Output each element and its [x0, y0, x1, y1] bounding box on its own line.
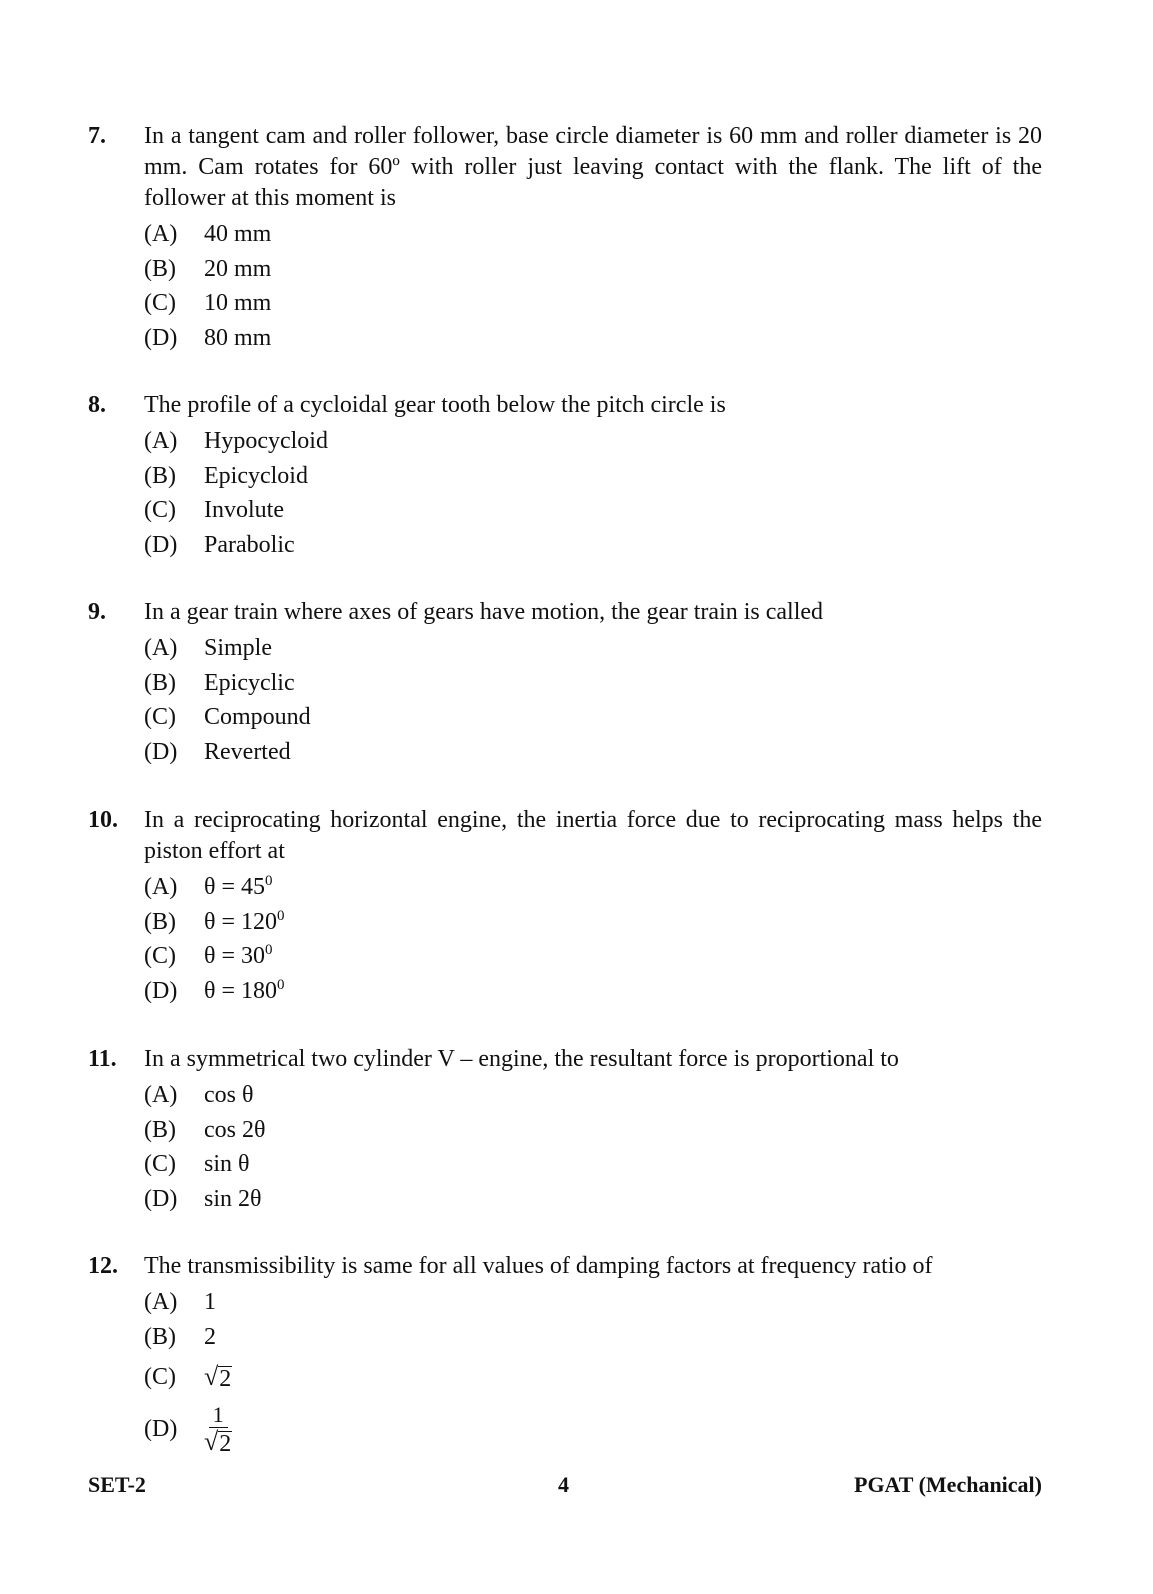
degree-superscript: 0: [265, 942, 273, 959]
question-number: 11.: [88, 1046, 117, 1072]
option-label: (C): [144, 704, 176, 731]
option-label: (D): [144, 531, 178, 558]
degree-superscript: 0: [265, 873, 273, 889]
question-text: In a symmetrical two cylinder V – engine, the resultant force is proportional to: [144, 1046, 899, 1072]
question-10: [88, 805, 1042, 1008]
option-label: (A): [144, 635, 178, 661]
option-text: 2: [204, 1323, 216, 1350]
square-root-expression: [204, 1363, 232, 1391]
option-b: [144, 1320, 1042, 1355]
option-label: (D): [144, 324, 178, 351]
degree-superscript: 0: [277, 907, 285, 924]
angle-value: θ = 180: [204, 977, 278, 1004]
footer-set-label: SET-2: [88, 1472, 146, 1497]
option-label: (B): [144, 462, 176, 489]
option-a: [144, 1285, 1042, 1320]
option-text: 1: [204, 1289, 216, 1315]
question-text: The transmissibility is same for all values of damping factors at frequency ratio of: [144, 1253, 933, 1279]
option-a: [144, 424, 1042, 459]
option-label: (A): [144, 221, 178, 247]
option-text: [204, 974, 285, 1009]
footer-exam-title: PGAT (Mechanical): [854, 1472, 1042, 1497]
footer-page-number: 4: [558, 1472, 569, 1497]
options-list: [144, 870, 1042, 1008]
option-c: [144, 286, 1042, 321]
radicand: 2: [219, 1431, 232, 1458]
option-text: Involute: [204, 497, 284, 524]
option-label: (D): [144, 977, 178, 1004]
fraction-expression: [204, 1403, 232, 1456]
option-text: 40 mm: [204, 221, 272, 247]
option-b: [144, 252, 1042, 287]
radical-sign: √: [204, 1362, 219, 1392]
question-number: 12.: [88, 1253, 118, 1279]
option-b: [144, 1113, 1042, 1148]
option-text: Epicycloid: [204, 462, 308, 489]
option-label: (B): [144, 1116, 176, 1143]
option-a: [144, 1078, 1042, 1113]
radical-sign: √: [204, 1427, 219, 1457]
option-text: Epicyclic: [204, 669, 295, 696]
question-text: The profile of a cycloidal gear tooth below the pitch circle is: [144, 392, 726, 418]
option-label: (C): [144, 290, 176, 317]
option-label: (D): [144, 1416, 178, 1443]
option-text: sin θ: [204, 1151, 250, 1178]
option-label: (A): [144, 1289, 178, 1315]
question-number: 10.: [88, 807, 118, 833]
option-text: 20 mm: [204, 255, 272, 282]
options-list: [144, 424, 1042, 562]
option-label: (C): [144, 943, 176, 970]
option-label: (A): [144, 874, 178, 900]
option-d: [144, 528, 1042, 563]
question-text: In a gear train where axes of gears have motion, the gear train is called: [144, 599, 824, 625]
denominator: [204, 1428, 232, 1456]
option-text: Hypocycloid: [204, 428, 328, 454]
question-7: [88, 121, 1042, 355]
question-number: 7.: [88, 123, 106, 149]
option-d: [144, 321, 1042, 356]
option-a: [144, 217, 1042, 252]
option-label: (B): [144, 255, 176, 282]
question-11: [88, 1044, 1042, 1216]
question-number: 9.: [88, 599, 106, 625]
option-label: (C): [144, 1364, 176, 1391]
numerator: 1: [209, 1403, 228, 1428]
angle-value: θ = 120: [204, 908, 278, 935]
option-c: [144, 1360, 1042, 1395]
option-b: [144, 905, 1042, 940]
option-text: [204, 870, 273, 905]
option-a: [144, 631, 1042, 666]
option-text: cos θ: [204, 1082, 254, 1108]
option-label: (A): [144, 428, 178, 454]
option-text: [204, 905, 285, 940]
options-list: [144, 631, 1042, 769]
question-9: [88, 597, 1042, 769]
option-text: 80 mm: [204, 324, 272, 351]
option-label: (B): [144, 908, 176, 935]
degree-superscript: 0: [277, 976, 285, 993]
angle-value: θ = 45: [204, 874, 266, 900]
option-d: [144, 1401, 1042, 1459]
option-label: (B): [144, 1323, 176, 1350]
option-d: [144, 1182, 1042, 1217]
option-label: (D): [144, 1185, 178, 1212]
option-text: cos 2θ: [204, 1116, 266, 1143]
options-list: [144, 1078, 1042, 1216]
option-label: (C): [144, 1151, 176, 1178]
option-text: sin 2θ: [204, 1185, 262, 1212]
option-text: Simple: [204, 635, 273, 661]
option-c: [144, 493, 1042, 528]
option-label: (A): [144, 1082, 178, 1108]
option-text: [204, 939, 273, 974]
question-text: In a tangent cam and roller follower, base circle diameter is 60 mm and roller diameter is 20 mm. Cam rotates for 60º with roller just leaving contact with the flank. The lift of the follower at this moment is: [144, 123, 1042, 211]
question-text: In a reciprocating horizontal engine, the inertia force due to reciprocating mass helps the piston effort at: [144, 807, 1042, 864]
options-list: [144, 1285, 1042, 1459]
question-12: [88, 1251, 1042, 1459]
option-b: [144, 459, 1042, 494]
option-c: [144, 700, 1042, 735]
angle-value: θ = 30: [204, 943, 266, 970]
option-a: [144, 870, 1042, 905]
option-d: [144, 974, 1042, 1009]
radicand: 2: [219, 1366, 232, 1393]
option-text: Parabolic: [204, 531, 295, 558]
option-label: (C): [144, 497, 176, 524]
option-d: [144, 735, 1042, 770]
option-label: (B): [144, 669, 176, 696]
option-c: [144, 939, 1042, 974]
option-label: (D): [144, 738, 178, 765]
option-text: Compound: [204, 704, 311, 731]
option-c: [144, 1147, 1042, 1182]
question-number: 8.: [88, 392, 106, 418]
options-list: [144, 217, 1042, 355]
option-text: 10 mm: [204, 290, 272, 317]
option-text: Reverted: [204, 738, 291, 765]
question-8: [88, 390, 1042, 562]
option-b: [144, 666, 1042, 701]
